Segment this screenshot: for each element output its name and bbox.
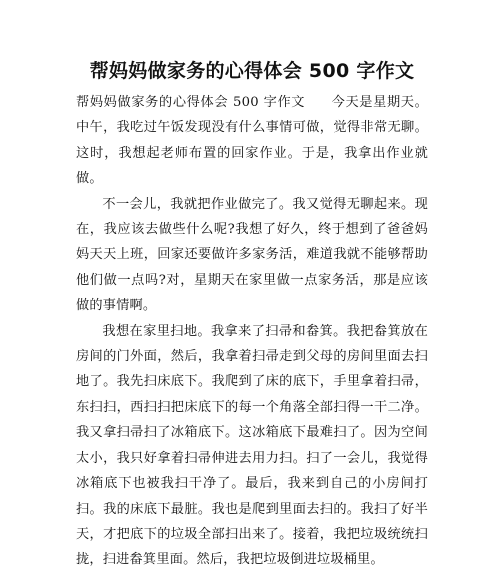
paragraph-2: 不一会儿，我就把作业做完了。我又觉得无聊起来。现在，我应该去做些什么呢?我想了好久，终于想到了爸爸妈妈天天上班，回家还要做许多家务活，难道我就不能够帮助他们做一点吗?对，星期天在家里做一点家务活，那是应该做的事情啊。 [76,196,428,314]
paragraph-1 [76,90,428,192]
document-title: 帮妈妈做家务的心得体会 500 字作文 [89,60,415,82]
inline-title: 帮妈妈做家务的心得体会 500 字作文 [76,95,306,110]
document-page [76,58,428,573]
paragraph-3: 我想在家里扫地。我拿来了扫帚和畚箕。我把畚箕放在房间的门外面，然后，我拿着扫帚走到父母的房间里面去扫地了。我先扫床底下。我爬到了床的底下，手里拿着扫帚，东扫扫，西扫扫把床底下的每一个角落全部扫得一干二净。我又拿扫帚扫了冰箱底下。这冰箱底下最难扫了。因为空间太小，我只好拿着扫帚伸进去用力扫。扫了一会儿，我觉得冰箱底下也被我扫干净了。最后，我来到自己的小房间打扫。我的床底下最脏。我也是爬到里面去扫的。我扫了好半天，才把底下的垃圾全部扫出来了。接着，我把垃圾统统扫拢，扫进畚箕里面。然后，我把垃圾倒进垃圾桶里。 [76,323,428,568]
paragraph-1-text: 今天是星期天。中午，我吃过午饭发现没有什么事情可做，觉得非常无聊。这时，我想起老师布置的回家作业。于是，我拿出作业就做。 [76,95,429,187]
